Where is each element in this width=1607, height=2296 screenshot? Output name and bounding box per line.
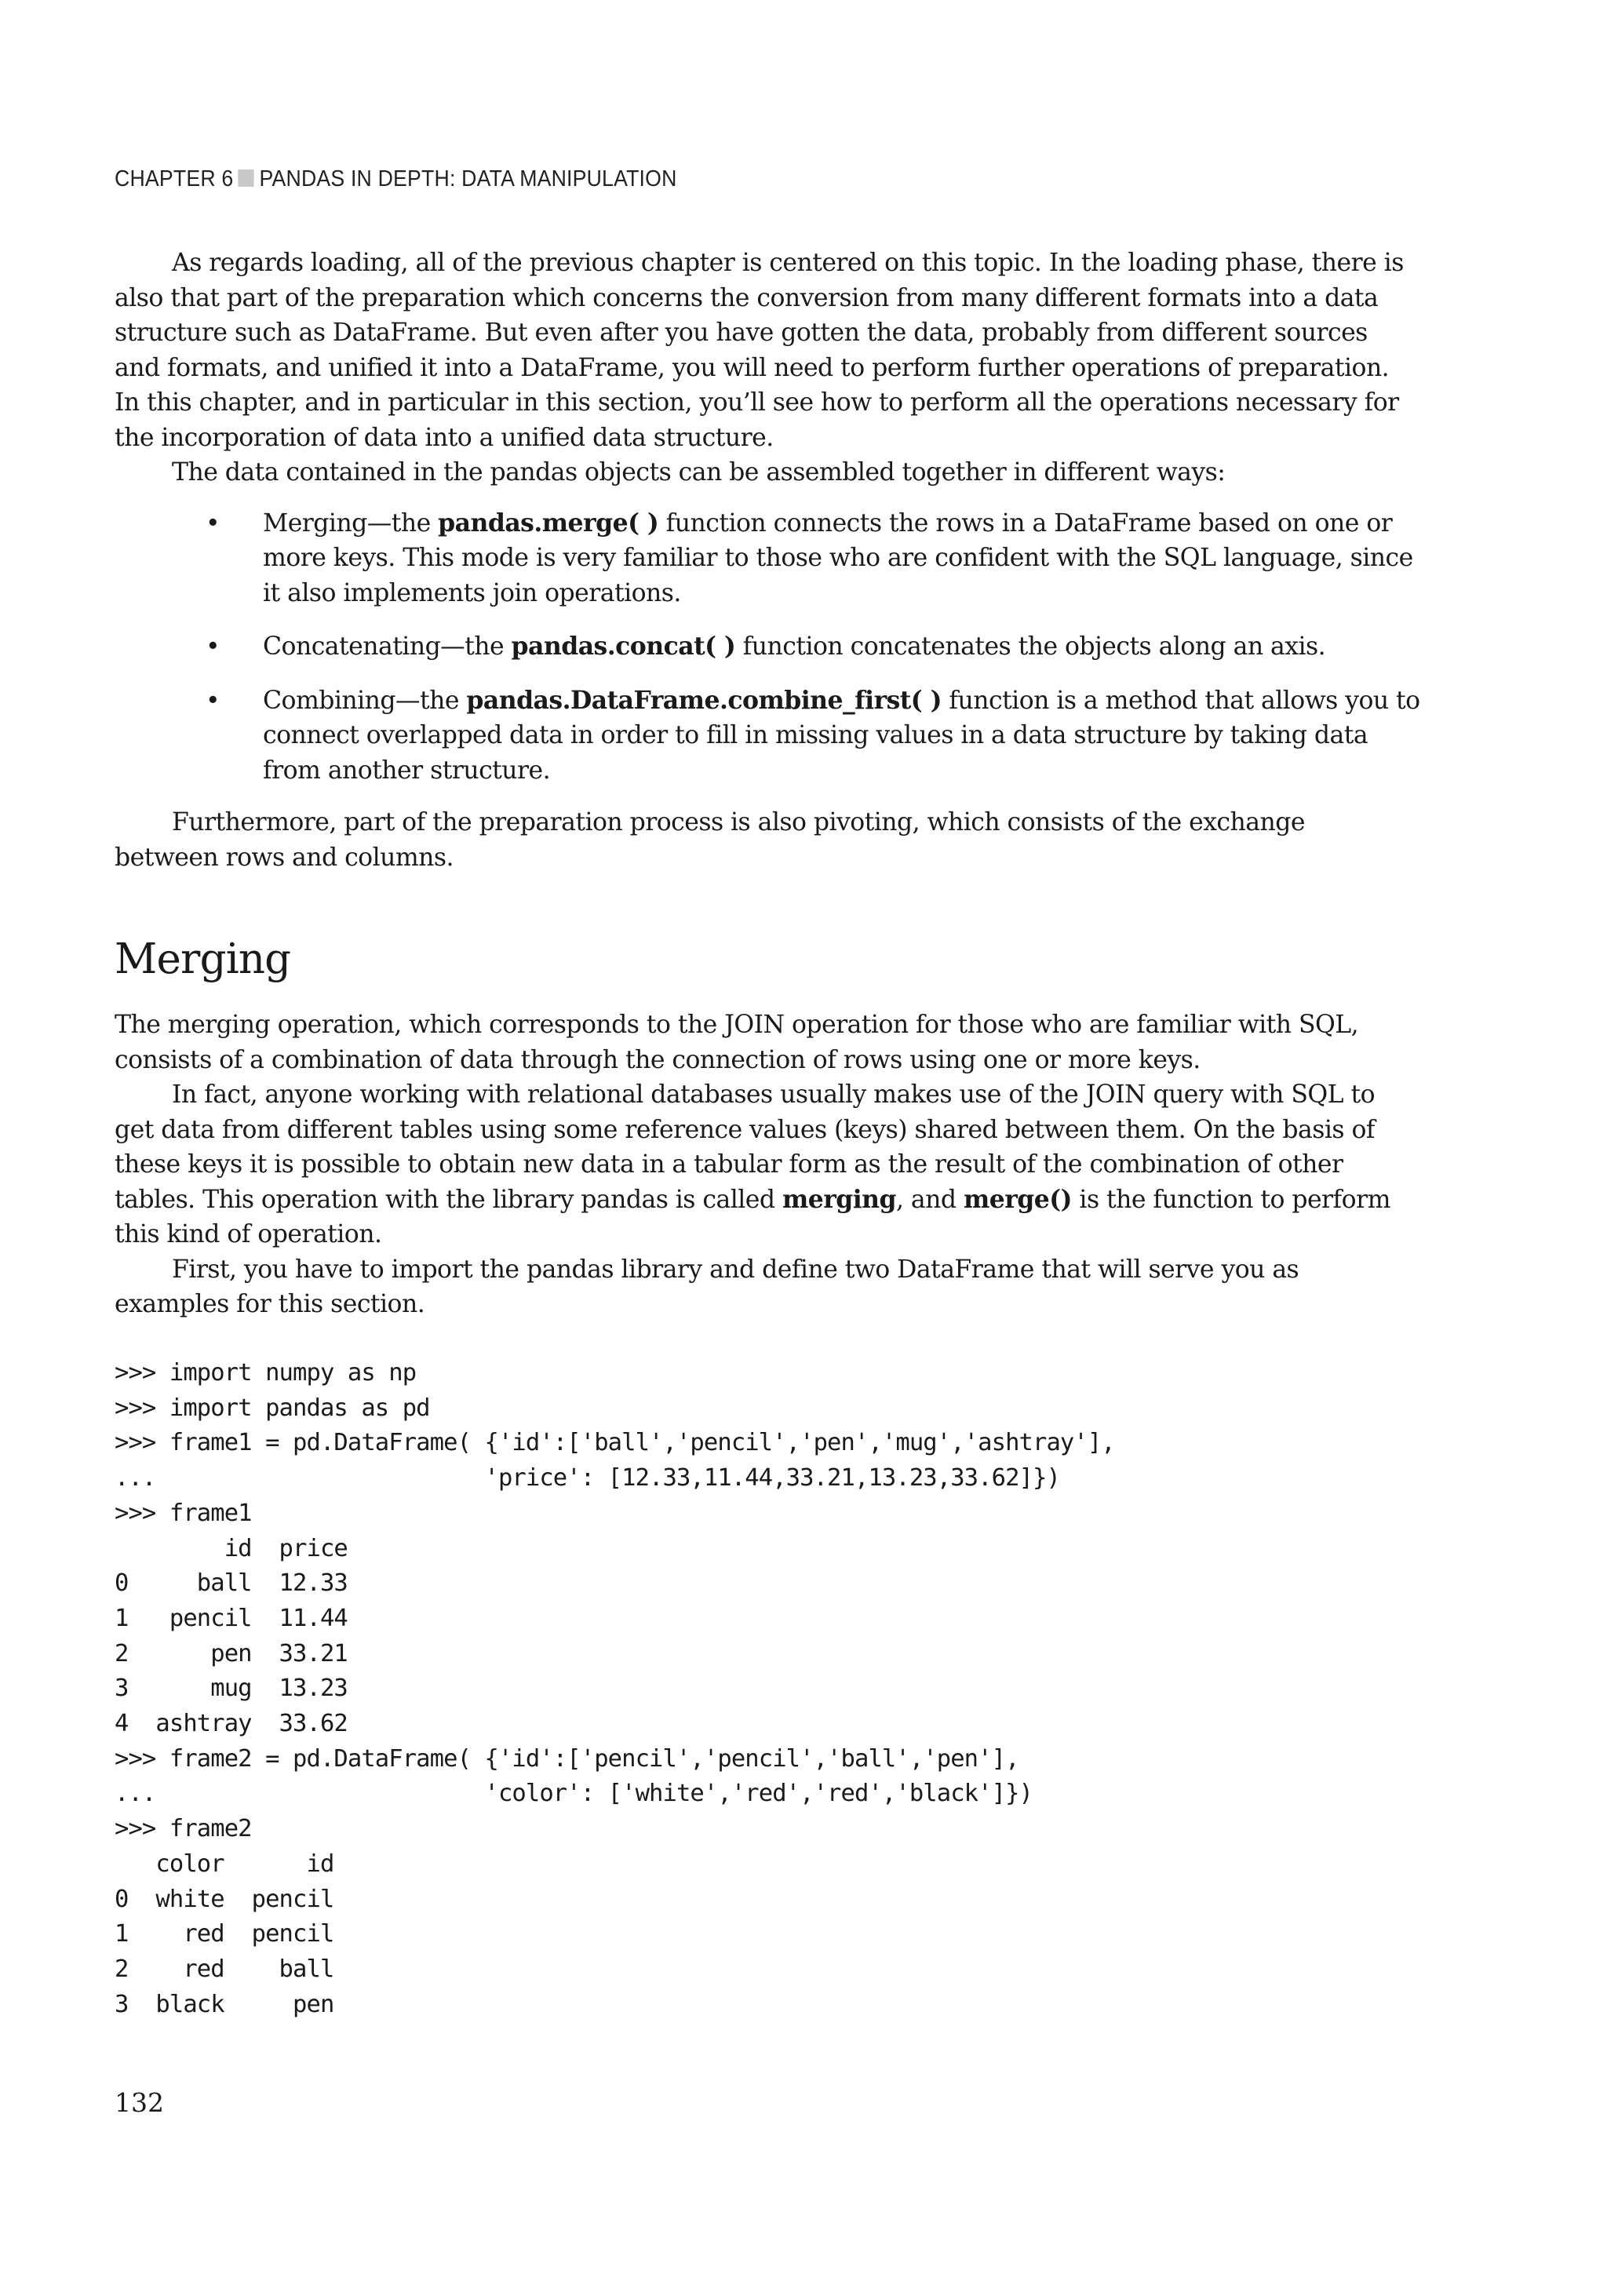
running-header — [115, 166, 677, 192]
code-line: 1 red pencil — [115, 1920, 334, 1948]
code-line: >>> frame2 = pd.DataFrame( {'id':['pencil','pencil','ball','pen'], — [115, 1744, 1019, 1773]
code-line: >>> import pandas as pd — [115, 1394, 430, 1422]
list-item-concatenating: • Concatenating—the pandas.concat( ) function concatenates the objects along an axis. — [115, 629, 1432, 665]
merging-paragraph-1: The merging operation, which corresponds to the JOIN operation for those who are familiar with SQL, consists of a combination of data through the connection of rows using one or more keys. — [115, 1011, 1359, 1074]
code-line: 4 ashtray 33.62 — [115, 1710, 348, 1738]
code-line: 2 pen 33.21 — [115, 1639, 348, 1667]
code-line: 1 pencil 11.44 — [115, 1604, 348, 1632]
section-heading-merging: Merging — [115, 935, 291, 983]
code-line: 3 mug 13.23 — [115, 1675, 348, 1703]
code-line: >>> import numpy as np — [115, 1359, 417, 1387]
list-item-merging: • Merging—the pandas.merge( ) function connects the rows in a DataFrame based on one or more keys. This mode is very familiar to those who are confident with the SQL language, since it also implements join operations. — [115, 506, 1432, 611]
header-separator — [238, 169, 253, 187]
code-line: 2 red ball — [115, 1955, 334, 1983]
chapter-title: PANDAS IN DEPTH: DATA MANIPULATION — [259, 166, 677, 191]
code-line: 0 ball 12.33 — [115, 1569, 348, 1598]
intro-section — [115, 246, 1420, 875]
merging-paragraph-2: In fact, anyone working with relational databases usually makes use of the JOIN query with SQL to get data from different tables using some reference values (keys) shared between them. On the basis of these keys it is possible to obtain new data in a tabular form as the result of the combination of other tables. This operation with the library pandas is called merging, and merge() is the function to perform this kind of operation. — [115, 1081, 1390, 1248]
code-line: >>> frame1 = pd.DataFrame( {'id':['ball','pencil','pen','mug','ashtray'], — [115, 1429, 1115, 1457]
chapter-label: CHAPTER 6 — [115, 166, 234, 191]
function-name: pandas.merge( ) — [438, 508, 659, 538]
code-line: ... 'price': [12.33,11.44,33.21,13.23,33.62]}) — [115, 1464, 1060, 1492]
term-merge-function: merge() — [963, 1184, 1072, 1214]
code-line: 0 white pencil — [115, 1885, 334, 1913]
code-line: id price — [115, 1534, 348, 1562]
code-line: color id — [115, 1850, 334, 1878]
code-line: >>> frame2 — [115, 1815, 252, 1843]
code-line: 3 black pen — [115, 1990, 334, 2018]
intro-paragraph-1: As regards loading, all of the previous chapter is centered on this topic. In the loading phase, there is also that part of the preparation which concerns the conversion from many different formats into a data structure such as DataFrame. But even after you have gotten the data, probably from different sources and formats, and unified it into a DataFrame, you will need to perform further operations of preparation. In this chapter, and in particular in this section, you’ll see how to perform all the operations necessary for the incorporation of data into a unified data structure. — [115, 249, 1404, 452]
code-line: ... 'color': ['white','red','red','black']}) — [115, 1780, 1033, 1808]
code-listing — [115, 1356, 1115, 2022]
function-name: pandas.DataFrame.combine_first( ) — [466, 685, 942, 715]
assembly-methods-list — [115, 506, 1420, 789]
list-item-combining: • Combining—the pandas.DataFrame.combine_first( ) function is a method that allows you to connect overlapped data in order to fill in missing values in a data structure by taking data from another structure. — [115, 683, 1432, 789]
intro-paragraph-2: The data contained in the pandas objects can be assembled together in different ways: — [172, 458, 1226, 487]
merging-paragraph-3: First, you have to import the pandas library and define two DataFrame that will serve you as examples for this section. — [115, 1255, 1299, 1318]
term-merging: merging — [782, 1184, 896, 1214]
code-line: >>> frame1 — [115, 1499, 252, 1527]
function-name: pandas.concat( ) — [511, 632, 736, 661]
intro-paragraph-3: Furthermore, part of the preparation process is also pivoting, which consists of the exchange between rows and columns. — [115, 808, 1305, 872]
page-number: 132 — [115, 2087, 164, 2118]
merging-section — [115, 1008, 1409, 1322]
